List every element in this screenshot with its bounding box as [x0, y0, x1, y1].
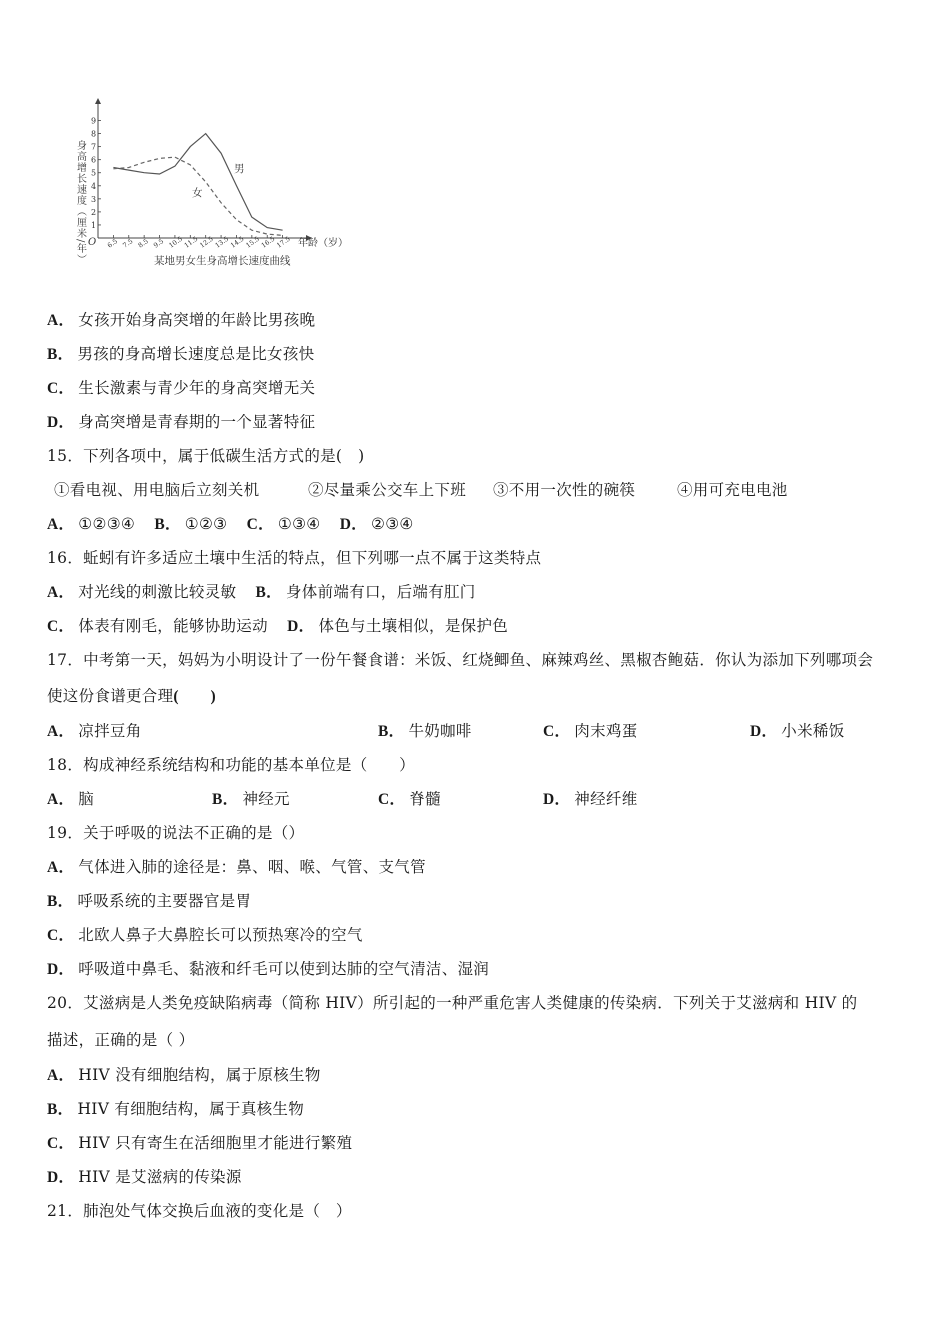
chart-title: 某地男女生身高增长速度曲线 [154, 255, 291, 267]
series-label-male: 男 [234, 163, 245, 175]
x-tick-label: 10.5 [167, 234, 184, 250]
x-tick-label: 15.5 [244, 234, 261, 250]
y-tick-label: 4 [91, 181, 97, 191]
q20-option-d: D． HIV 是艾滋病的传染源 [47, 1168, 242, 1186]
q20-stem-line2: 描述，正确的是（ ） [47, 1031, 195, 1049]
q19-stem: 19．关于呼吸的说法不正确的是（） [47, 824, 305, 842]
x-tick-label: 7.5 [121, 237, 135, 250]
x-tick-label: 17.5 [275, 234, 292, 250]
q19-option-b: B． 呼吸系统的主要器官是胃 [47, 892, 252, 910]
q20-option-b: B． HIV 有细胞结构，属于真核生物 [47, 1100, 305, 1118]
y-tick-label: 8 [91, 129, 97, 139]
q18-option-d: D． 神经纤维 [543, 790, 638, 808]
q15-item-1: ①看电视、用电脑后立刻关机 [54, 481, 260, 499]
q17-option-a: A． 凉拌豆角 [47, 722, 142, 740]
q20-option-a: A． HIV 没有细胞结构，属于原核生物 [47, 1066, 321, 1084]
growth-chart [62, 100, 348, 275]
q18-stem: 18．构成神经系统结构和功能的基本单位是（ ） [47, 756, 415, 774]
q14-option-a: A． 女孩开始身高突增的年龄比男孩晚 [47, 311, 316, 329]
x-tick-label: 14.5 [229, 234, 246, 250]
y-tick-label: 3 [91, 194, 97, 204]
growth-chart-svg [62, 100, 348, 275]
q17-option-b: B． 牛奶咖啡 [378, 722, 472, 740]
q14-option-b: B． 男孩的身高增长速度总是比女孩快 [47, 345, 315, 363]
q16-options-cd: C． 体表有刚毛，能够协助运动 D． 体色与土壤相似，是保护色 [47, 617, 509, 635]
q17-stem-line1: 17．中考第一天，妈妈为小明设计了一份午餐食谱：米饭、红烧鲫鱼、麻辣鸡丝、黑椒杏鲍菇．你认为添加下列哪项会 [47, 651, 874, 669]
origin-label: O [88, 237, 97, 248]
q15-stem: 15．下列各项中，属于低碳生活方式的是( ) [47, 447, 365, 465]
y-tick-label: 7 [91, 142, 97, 152]
y-tick-label: 2 [91, 207, 97, 217]
q15-item-2: ②尽量乘公交车上下班 [308, 481, 467, 499]
q17-option-c: C． 肉末鸡蛋 [543, 722, 638, 740]
y-axis-arrow [95, 98, 101, 104]
x-tick-label: 16.5 [259, 234, 277, 250]
q18-option-c: C． 脊髓 [378, 790, 441, 808]
q20-option-c: C． HIV 只有寄生在活细胞里才能进行繁殖 [47, 1134, 353, 1152]
q15-item-4: ④用可充电电池 [677, 481, 788, 499]
x-tick-label: 9.5 [152, 237, 166, 250]
q20-stem-line1: 20．艾滋病是人类免疫缺陷病毒（简称 HIV）所引起的一种严重危害人类健康的传染病．下列关于艾滋病和 HIV 的 [47, 994, 858, 1012]
q17-option-d: D． 小米稀饭 [750, 722, 845, 740]
y-axis-label [75, 140, 87, 266]
q14-option-d: D． 身高突增是青春期的一个显著特征 [47, 413, 316, 431]
q21-stem: 21．肺泡处气体交换后血液的变化是（ ） [47, 1202, 352, 1220]
x-tick-label: 6.5 [105, 237, 120, 250]
q19-option-a: A． 气体进入肺的途径是：鼻、咽、喉、气管、支气管 [47, 858, 426, 876]
x-tick-label: 13.5 [213, 234, 231, 250]
q15-item-3: ③不用一次性的碗筷 [493, 481, 636, 499]
q16-options-ab: A． 对光线的刺激比较灵敏 B． 身体前端有口，后端有肛门 [47, 583, 476, 601]
series-label-female: 女 [192, 187, 203, 199]
series-line-male [113, 134, 282, 231]
q18-option-b: B． 神经元 [212, 790, 290, 808]
y-tick-label: 5 [91, 168, 97, 178]
x-tick-label: 12.5 [198, 234, 215, 250]
q19-option-d: D． 呼吸道中鼻毛、黏液和纤毛可以使到达肺的空气清洁、湿润 [47, 960, 490, 978]
q15-options: A． ①②③④ B． ①②③ C． ①③④ D． ②③④ [47, 515, 414, 533]
q17-stem-line2: 使这份食谱更合理( ) [47, 687, 216, 705]
q18-option-a: A． 脑 [47, 790, 95, 808]
y-tick-label: 1 [91, 220, 97, 230]
x-axis-title: 年龄（岁） [298, 238, 348, 249]
q14-option-c: C． 生长激素与青少年的身高突增无关 [47, 379, 316, 397]
y-axis-title: 身高增长速度（厘米/年） [74, 140, 86, 266]
q19-option-c: C． 北欧人鼻子大鼻腔长可以预热寒冷的空气 [47, 926, 363, 944]
x-tick-label: 11.5 [182, 234, 200, 250]
x-tick-label: 8.5 [136, 237, 150, 250]
y-tick-label: 9 [91, 116, 97, 126]
q16-stem: 16．蚯蚓有许多适应土壤中生活的特点，但下列哪一点不属于这类特点 [47, 549, 542, 567]
y-tick-label: 6 [91, 155, 97, 165]
